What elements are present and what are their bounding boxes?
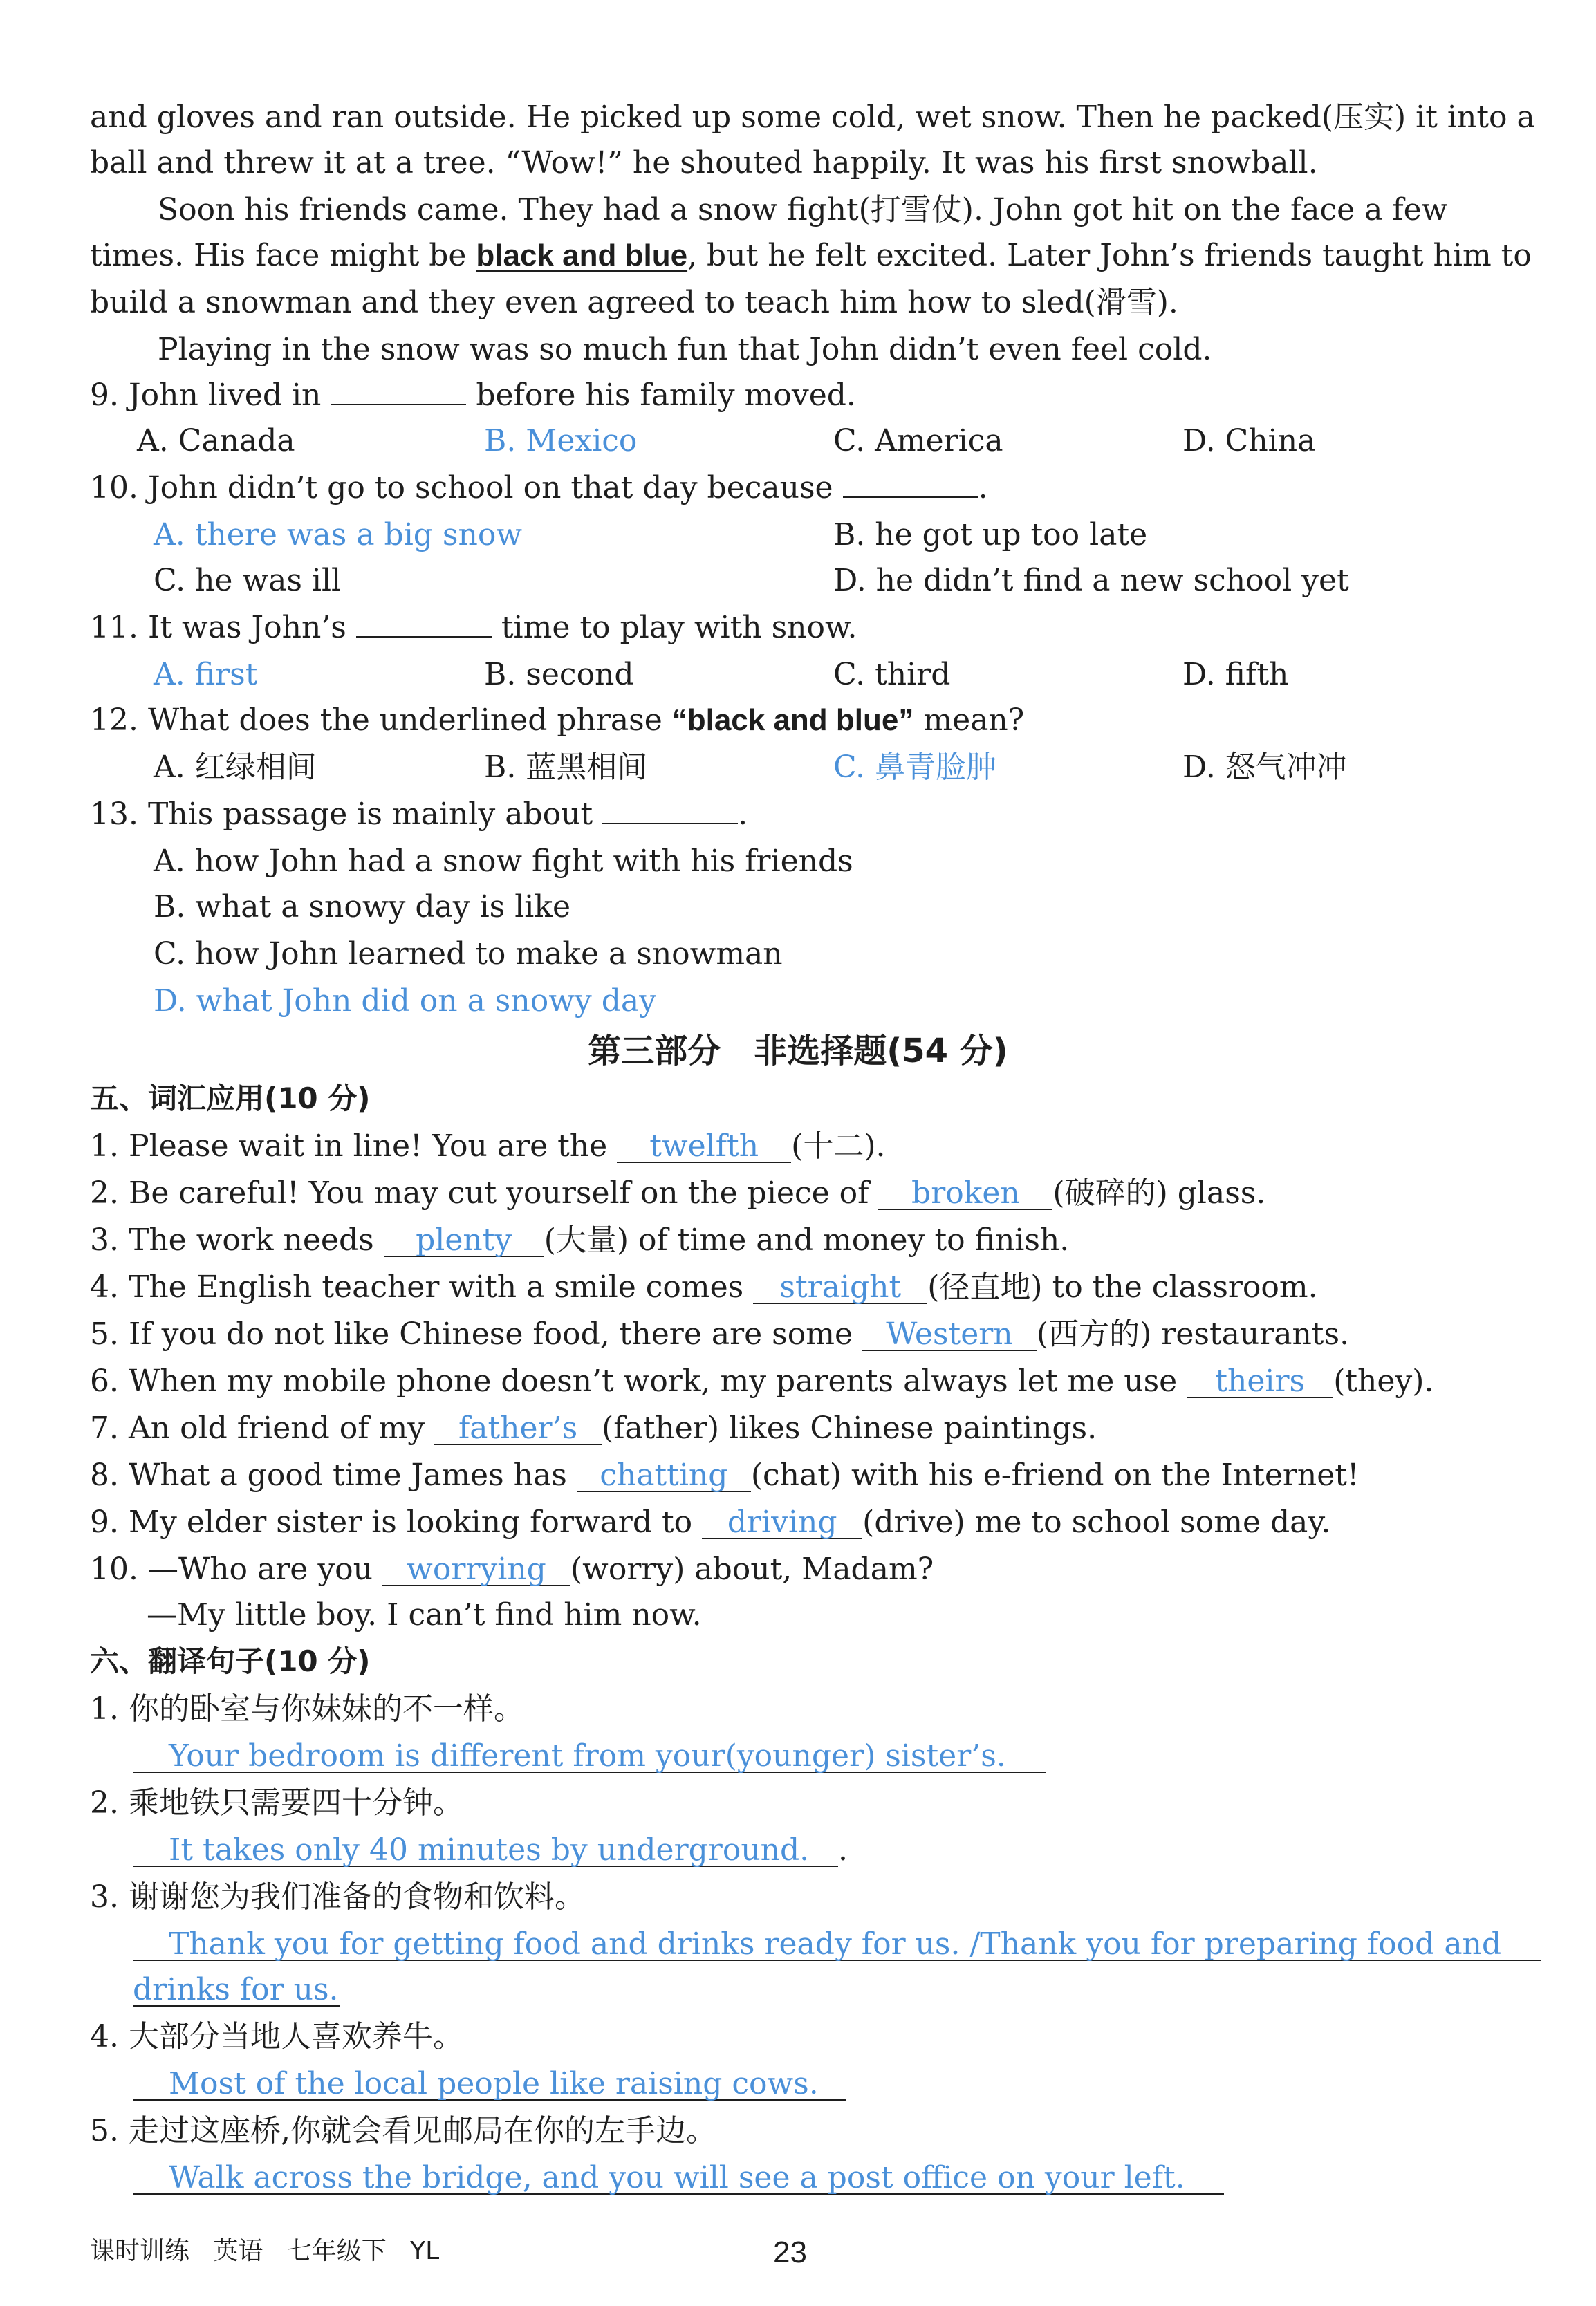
- item-number: 4.: [90, 2019, 119, 2054]
- passage-line: build a snowman and they even agreed to teach him how to sled(滑雪).: [90, 285, 1178, 320]
- item-text: (大量) of time and money to finish.: [544, 1222, 1070, 1258]
- answer-text: Your bedroom is different from your(younger) sister’s.: [169, 1738, 1006, 1774]
- footer-book: 课时训练: [90, 2237, 190, 2265]
- option: D. he didn’t find a new school yet: [833, 563, 1349, 598]
- vocab-item: [90, 1460, 1360, 1492]
- option: D. 怒气冲冲: [1182, 750, 1347, 785]
- item-text: What a good time James has: [128, 1458, 567, 1493]
- passage-line: [90, 238, 1532, 273]
- answer-text: twelfth: [649, 1128, 759, 1164]
- vocab-item: [90, 1272, 1318, 1304]
- answer-text: straight: [779, 1270, 902, 1305]
- item-text: The work needs: [128, 1222, 374, 1258]
- option: A. how John had a snow fight with his friends: [154, 844, 853, 879]
- answer-fill: [862, 1319, 1037, 1351]
- vocab-item: [90, 1319, 1349, 1351]
- item-text: (西方的) restaurants.: [1036, 1317, 1350, 1352]
- item-number: 6.: [90, 1364, 119, 1399]
- chinese-sentence: 走过这座桥,你就会看见邮局在你的左手边。: [128, 2113, 716, 2148]
- stem-text: .: [738, 797, 748, 832]
- question-stem: [90, 799, 748, 830]
- footer-info: [90, 2239, 439, 2264]
- item-text: (十二).: [791, 1128, 886, 1164]
- answer-fill: [1187, 1366, 1333, 1398]
- item-text: —Who are you: [147, 1552, 373, 1587]
- vocab-item: [90, 1507, 1330, 1539]
- option: B. he got up too late: [833, 517, 1148, 552]
- part-title: 第三部分 非选择题(54 分): [588, 1032, 1008, 1070]
- passage-line: Playing in the snow was so much fun that John didn’t even feel cold.: [158, 332, 1212, 367]
- option: C. third: [833, 657, 951, 692]
- item-number: 5.: [90, 1317, 119, 1352]
- chinese-sentence: 你的卧室与你妹妹的不一样。: [128, 1691, 524, 1727]
- option-correct: A. there was a big snow: [154, 517, 523, 552]
- question-number: 13.: [90, 797, 138, 832]
- translate-prompt: [90, 2019, 463, 2054]
- stem-text: It was John’s: [147, 610, 346, 645]
- stem-text: John lived in: [128, 378, 322, 413]
- option-correct: D. what John did on a snowy day: [154, 983, 656, 1019]
- passage-line: Soon his friends came. They had a snow fight(打雪仗). John got hit on the face a few: [158, 192, 1448, 227]
- item-text: Please wait in line! You are the: [128, 1128, 608, 1164]
- item-number: 3.: [90, 1222, 119, 1258]
- item-text: (径直地) to the classroom.: [927, 1270, 1318, 1305]
- item-text: (chat) with his e-friend on the Internet!: [750, 1458, 1360, 1493]
- option-correct: B. Mexico: [484, 423, 638, 458]
- translate-prompt: [90, 1691, 524, 1727]
- stem-phrase: “black and blue”: [671, 703, 914, 737]
- answer-text: worrying: [407, 1552, 546, 1587]
- stem-text: What does the underlined phrase: [147, 703, 672, 738]
- chinese-sentence: 大部分当地人喜欢养牛。: [128, 2019, 463, 2054]
- answer-blank: [843, 496, 978, 498]
- section-title: 六、翻译句子(10 分): [90, 1644, 371, 1678]
- option: A. Canada: [137, 423, 295, 458]
- question-number: 12.: [90, 703, 138, 738]
- answer-fill: [878, 1175, 1052, 1211]
- chinese-sentence: 乘地铁只需要四十分钟。: [128, 1785, 463, 1821]
- footer-edition: YL: [410, 2237, 440, 2265]
- stem-text: before his family moved.: [476, 378, 856, 413]
- vocab-item: [90, 1366, 1433, 1398]
- stem-text: .: [978, 470, 988, 505]
- translation-answer: [133, 2066, 846, 2101]
- item-text: An old friend of my: [128, 1411, 425, 1446]
- answer-line: [133, 1738, 1046, 1774]
- answer-text: Walk across the bridge, and you will see a post office on your left.: [169, 2160, 1185, 2195]
- item-number: 4.: [90, 1270, 119, 1305]
- item-text: If you do not like Chinese food, there are some: [128, 1317, 853, 1352]
- section-title: 五、词汇应用(10 分): [90, 1081, 371, 1115]
- answer-blank: [602, 822, 738, 824]
- question-stem: [90, 610, 857, 645]
- answer-text: driving: [727, 1505, 837, 1540]
- question-stem: [90, 705, 1024, 736]
- translation-answer: [133, 1738, 1046, 1774]
- answer-line: [133, 1926, 1541, 1962]
- question-number: 9.: [90, 378, 119, 413]
- answer-fill: [382, 1554, 570, 1586]
- item-number: 2.: [90, 1785, 119, 1821]
- vocab-item: [90, 1413, 1097, 1445]
- answer-fill: [753, 1272, 927, 1304]
- answer-text: drinks for us.: [133, 1972, 339, 2007]
- item-number: 2.: [90, 1175, 119, 1211]
- passage-line: ball and threw it at a tree. “Wow!” he shouted happily. It was his first snowball.: [90, 145, 1318, 180]
- question-number: 10.: [90, 470, 138, 505]
- answer-line: [133, 1972, 340, 2007]
- translate-prompt: [90, 1785, 463, 1821]
- item-text: The English teacher with a smile comes: [128, 1270, 744, 1305]
- translation-answer: [133, 2160, 1224, 2195]
- underlined-phrase: black and blue: [476, 239, 688, 272]
- option: C. how John learned to make a snowman: [154, 936, 783, 971]
- question-stem: [90, 380, 856, 411]
- footer-grade: 七年级下: [286, 2237, 387, 2265]
- answer-text: theirs: [1215, 1364, 1306, 1399]
- answer-blank: [356, 635, 492, 638]
- passage-text: , but he felt excited. Later John’s friends taught him to: [687, 238, 1532, 273]
- translation-answer: [133, 1972, 340, 2007]
- page-number: 23: [773, 2235, 807, 2269]
- item-text: Be careful! You may cut yourself on the piece of: [128, 1175, 869, 1211]
- stem-text: This passage is mainly about: [147, 797, 593, 832]
- dialogue-reply: —My little boy. I can’t find him now.: [147, 1597, 702, 1633]
- option: B. what a snowy day is like: [154, 889, 571, 924]
- answer-text: broken: [911, 1175, 1020, 1211]
- item-text: (drive) me to school some day.: [862, 1505, 1331, 1540]
- item-text: (father) likes Chinese paintings.: [602, 1411, 1097, 1446]
- item-number: 5.: [90, 2113, 119, 2148]
- answer-text: Most of the local people like raising cows.: [169, 2066, 819, 2101]
- vocab-item: [90, 1554, 934, 1586]
- item-number: 8.: [90, 1458, 119, 1493]
- vocab-item: [90, 1175, 1266, 1211]
- option: D. China: [1182, 423, 1316, 458]
- item-number: 7.: [90, 1411, 119, 1446]
- item-number: 9.: [90, 1505, 119, 1540]
- item-text: (破碎的) glass.: [1052, 1175, 1266, 1211]
- option-correct: C. 鼻青脸肿: [833, 750, 997, 785]
- option: A. 红绿相间: [154, 750, 317, 785]
- item-number: 1.: [90, 1691, 119, 1727]
- vocab-item: [90, 1128, 886, 1164]
- stem-text: John didn’t go to school on that day because: [147, 470, 833, 505]
- item-number: 10.: [90, 1552, 138, 1587]
- chinese-sentence: 谢谢您为我们准备的食物和饮料。: [128, 1879, 585, 1915]
- item-text: When my mobile phone doesn’t work, my parents always let me use: [128, 1364, 1178, 1399]
- option: B. 蓝黑相间: [484, 750, 648, 785]
- option-correct: A. first: [154, 657, 258, 692]
- answer-fill: [577, 1460, 751, 1492]
- footer-subject: 英语: [213, 2237, 263, 2265]
- answer-text: It takes only 40 minutes by underground.: [169, 1832, 810, 1868]
- item-number: 3.: [90, 1879, 119, 1915]
- item-text: (they).: [1333, 1364, 1434, 1399]
- answer-blank: [331, 403, 466, 405]
- answer-fill: [434, 1413, 602, 1445]
- passage-line: and gloves and ran outside. He picked up some cold, wet snow. Then he packed(压实) it into a: [90, 100, 1535, 135]
- option: C. America: [833, 423, 1003, 458]
- answer-line: [133, 2160, 1224, 2195]
- translation-answer: [133, 1832, 848, 1868]
- answer-text: Western: [886, 1317, 1013, 1352]
- vocab-item: [90, 1222, 1070, 1258]
- translate-prompt: [90, 1879, 585, 1915]
- answer-text: father’s: [458, 1411, 578, 1446]
- stem-text: mean?: [913, 703, 1025, 738]
- answer-line: [133, 1832, 838, 1868]
- question-stem: [90, 470, 988, 505]
- item-text: (worry) about, Madam?: [570, 1552, 934, 1587]
- stem-text: time to play with snow.: [501, 610, 857, 645]
- answer-fill: [617, 1128, 791, 1164]
- question-number: 11.: [90, 610, 138, 645]
- answer-text: plenty: [416, 1222, 512, 1258]
- item-number: 1.: [90, 1128, 119, 1164]
- answer-text: chatting: [600, 1458, 728, 1493]
- answer-text: Thank you for getting food and drinks ready for us. /Thank you for preparing food and: [169, 1926, 1502, 1962]
- translate-prompt: [90, 2113, 716, 2148]
- answer-fill: [702, 1507, 862, 1539]
- item-text: My elder sister is looking forward to: [128, 1505, 693, 1540]
- option: C. he was ill: [154, 563, 342, 598]
- passage-text: times. His face might be: [90, 238, 476, 273]
- sentence-end: .: [838, 1832, 848, 1868]
- option: D. fifth: [1182, 657, 1289, 692]
- translation-answer: [133, 1926, 1541, 1962]
- answer-line: [133, 2066, 846, 2101]
- option: B. second: [484, 657, 634, 692]
- answer-fill: [384, 1222, 544, 1258]
